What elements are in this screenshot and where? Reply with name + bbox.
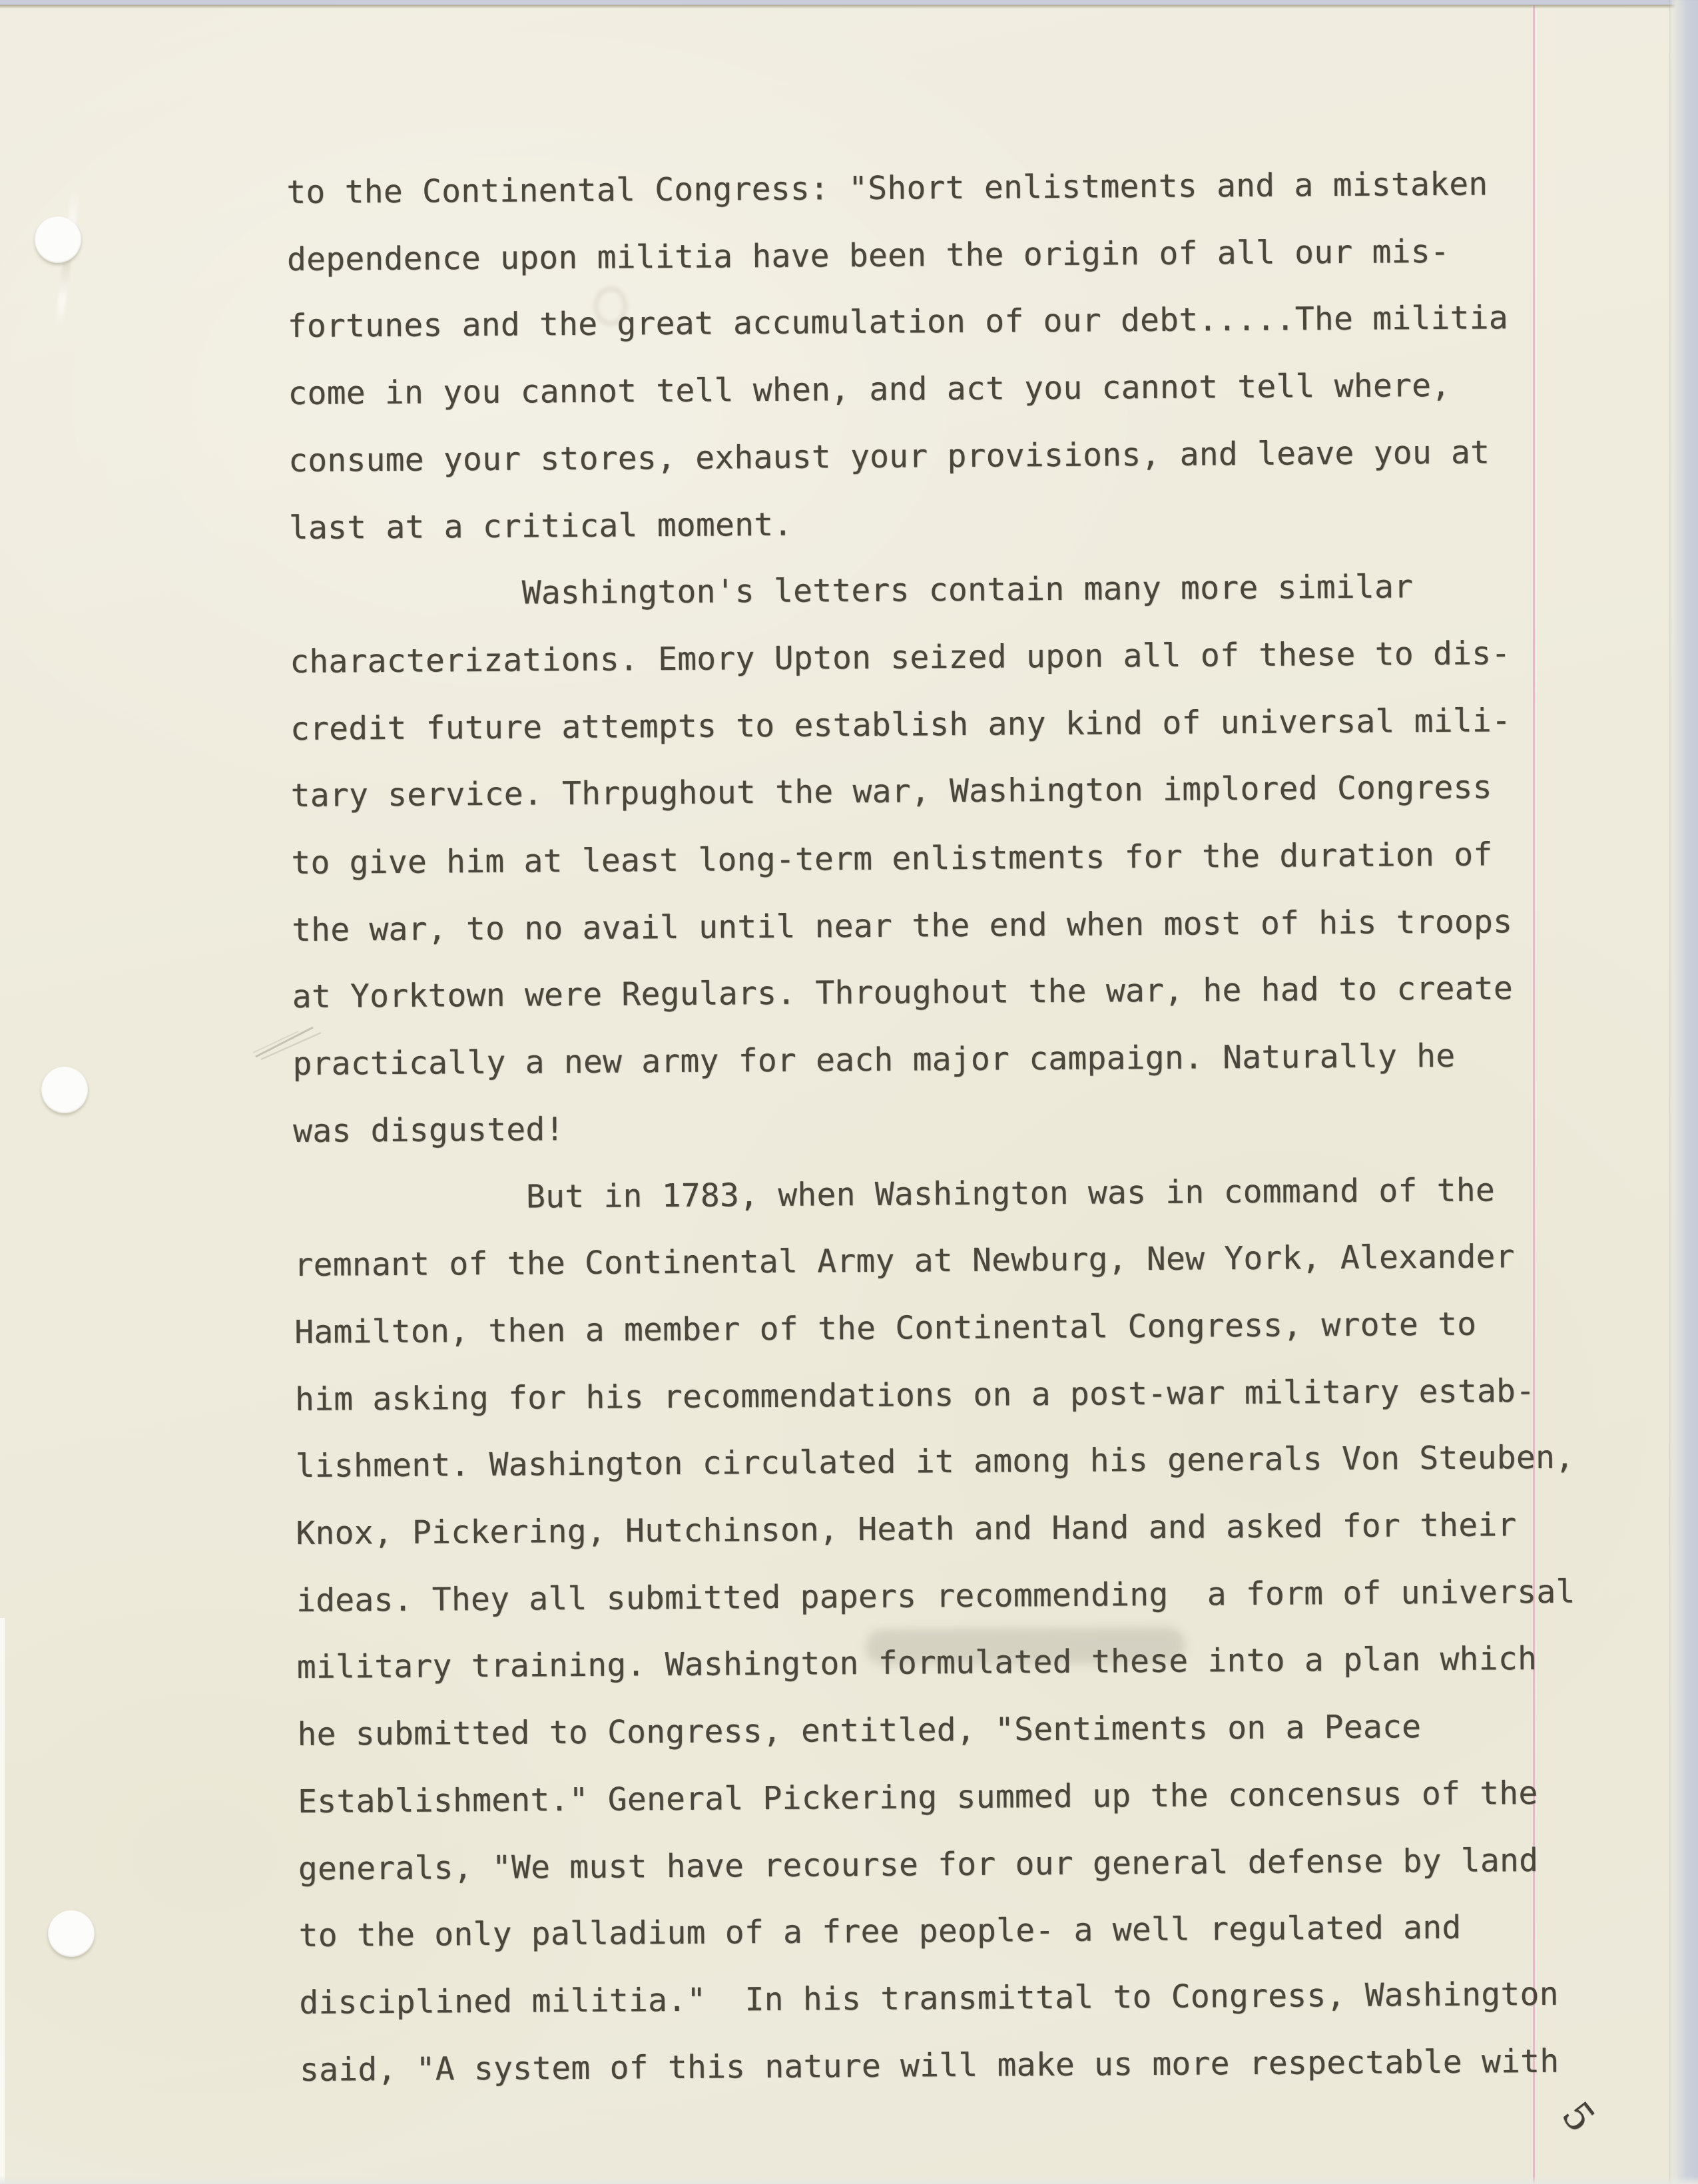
- page-number: 5: [1553, 2093, 1604, 2141]
- typed-line: remnant of the Continental Army at Newburg, New York, Alexander: [294, 1238, 1515, 1284]
- typed-line: credit future attempts to establish any kind of universal mili-: [290, 701, 1512, 748]
- typed-text: [286, 150, 1579, 2104]
- typed-line: military training. Washington formulated these into a plan which: [296, 1640, 1538, 1687]
- typed-line: Hamilton, then a member of the Continental Congress, wrote to: [294, 1305, 1477, 1351]
- typed-line: consume your stores, exhaust your provisions, and leave you at: [288, 433, 1490, 479]
- hole-punch: [48, 1910, 95, 1957]
- typed-line: him asking for his recommendations on a post-war military estab-: [294, 1372, 1536, 1418]
- typed-line: last at a critical moment.: [288, 505, 793, 547]
- typed-line: ideas. They all submitted papers recommending a form of universal: [296, 1573, 1575, 1619]
- page-top-edge: [0, 5, 1698, 9]
- typed-line: come in you cannot tell when, and act you cannot tell where,: [288, 366, 1451, 413]
- hole-punch: [35, 216, 81, 263]
- typed-line: dependence upon militia have been the origin of all our mis-: [286, 232, 1450, 278]
- typed-line: lishment. Washington circulated it among his generals Von Steuben,: [295, 1438, 1575, 1486]
- typed-line: Establishment." General Pickering summed up the concensus of the: [298, 1774, 1538, 1820]
- typed-line: Washington's letters contain many more similar: [289, 568, 1414, 614]
- typed-line: characterizations. Emory Upton seized upon all of these to dis-: [290, 635, 1511, 681]
- page-bottom-edge: [0, 2176, 1698, 2184]
- typed-line: was disgusted!: [292, 1110, 565, 1150]
- typed-line: practically a new army for each major campaign. Naturally he: [292, 1037, 1456, 1083]
- typed-line: to give him at least long-term enlistments for the duration of: [291, 836, 1493, 882]
- typed-line: he submitted to Congress, entitled, "Sentiments on a Peace: [297, 1708, 1422, 1754]
- document-page: [0, 5, 1698, 2184]
- typed-line: to the only palladium of a free people- a well regulated and: [298, 1909, 1462, 1955]
- typed-line: But in 1783, when Washington was in command of the: [293, 1171, 1496, 1217]
- typed-line: tary service. Thrpughout the war, Washington implored Congress: [290, 768, 1492, 815]
- typed-line: disciplined militia." In his transmittal to Congress, Washington: [299, 1975, 1559, 2022]
- page-right-edge: [1669, 0, 1698, 2184]
- typed-line: at Yorktown were Regulars. Throughout the war, he had to create: [292, 969, 1514, 1016]
- hole-punch: [41, 1067, 88, 1113]
- typed-line: generals, "We must have recourse for our general defense by land: [298, 1841, 1539, 1888]
- overtype-smudge: [866, 1627, 1185, 1665]
- typed-line: to the Continental Congress: "Short enlistments and a mistaken: [286, 165, 1488, 211]
- typed-line: Knox, Pickering, Hutchinson, Heath and Hand and asked for their: [296, 1506, 1517, 1553]
- pencil-scratch-mark: [252, 1015, 338, 1062]
- typed-line: said, "A system of this nature will make us more respectable with: [299, 2042, 1559, 2089]
- page-left-edge: [0, 1618, 5, 2184]
- typed-line: the war, to no avail until near the end when most of his troops: [291, 902, 1513, 949]
- typed-line: fortunes and the great accumulation of our debt.....The militia: [287, 299, 1509, 346]
